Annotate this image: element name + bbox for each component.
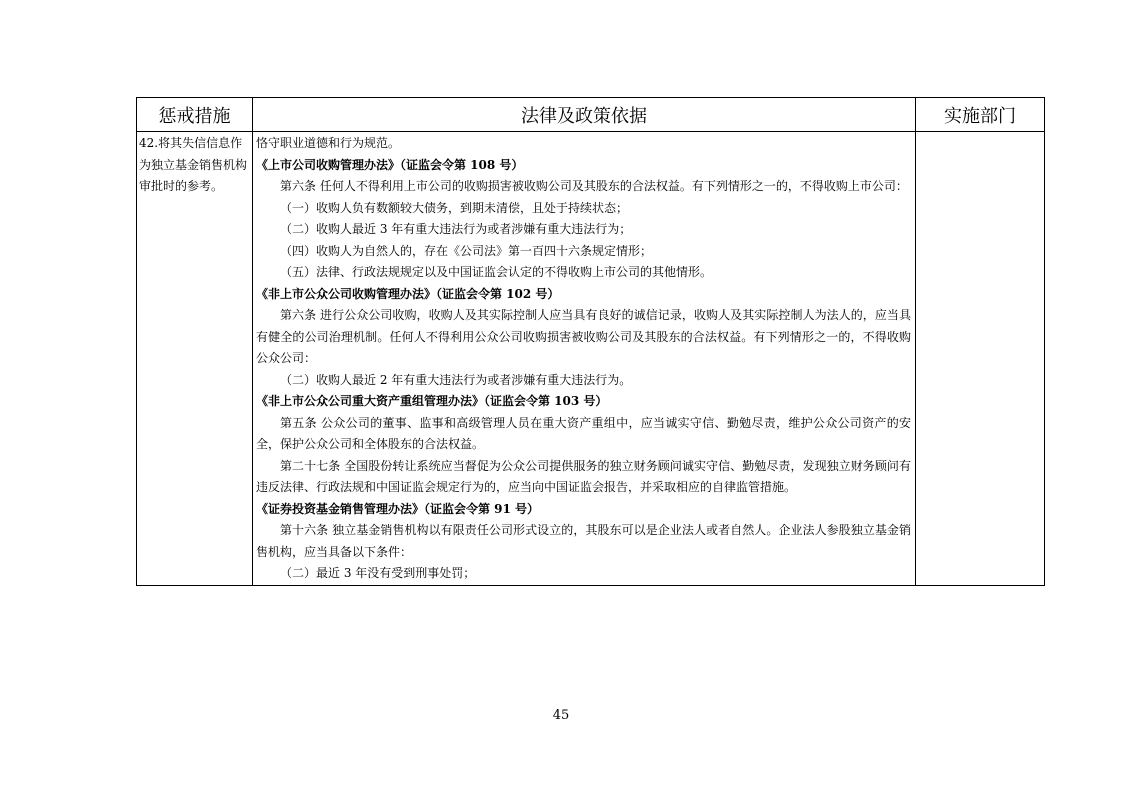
article-item: （二）最近 3 年没有受到刑事处罚； [280, 566, 476, 580]
page-number: 45 [552, 708, 570, 723]
policy-table [136, 97, 1045, 586]
basis-cell [253, 132, 916, 586]
article-item: （五）法律、行政法规规定以及中国证监会认定的不得收购上市公司的其他情形。 [280, 265, 713, 279]
article-text: 第六条 任何人不得利用上市公司的收购损害被收购公司及其股东的合法权益。有下列情形之一的，不得收购上市公司： [280, 179, 908, 193]
dept-cell [916, 132, 1045, 586]
header-basis: 法律及政策依据 [253, 98, 916, 132]
article-item: （四）收购人为自然人的，存在《公司法》第一百四十六条规定情形； [280, 243, 653, 258]
measure-cell: 42.将其失信信息作为独立基金销售机构审批时的参考。 [137, 132, 253, 586]
article-item: （二）收购人最近 3 年有重大违法行为或者涉嫌有重大违法行为； [280, 222, 632, 236]
header-dept: 实施部门 [916, 98, 1045, 132]
article-text: 第二十七条 全国股份转让系统应当督促为公众公司提供服务的独立财务顾问诚实守信、勤勉尽责，发现独立财务顾问有违反法律、行政法规和中国证监会规定行为的，应当向中国证监会报告，并采取相应的自律监管措施。 [256, 458, 911, 494]
regulation-title: 《非上市公众公司收购管理办法》（证监会令第 102 号） [256, 286, 560, 301]
article-item: （二）收购人最近 2 年有重大违法行为或者涉嫌有重大违法行为。 [280, 372, 632, 387]
article-text: 第六条 进行公众公司收购，收购人及其实际控制人应当具有良好的诚信记录，收购人及其实际控制人为法人的，应当具有健全的公司治理机制。任何人不得利用公众公司收购损害被收购公司及其股东的合法权益。有下列情形之一的，不得收购公众公司： [256, 308, 911, 365]
header-measure: 惩戒措施 [137, 98, 253, 132]
regulation-title: 《上市公司收购管理办法》（证监会令第 108 号） [256, 157, 524, 172]
article-text: 第五条 公众公司的董事、监事和高级管理人员在重大资产重组中，应当诚实守信、勤勉尽责，维护公众公司资产的安全，保护公众公司和全体股东的合法权益。 [256, 415, 911, 451]
basis-text: 恪守职业道德和行为规范。 [256, 136, 401, 150]
regulation-title: 《非上市公众公司重大资产重组管理办法》（证监会令第 103 号） [256, 394, 608, 408]
regulation-title: 《证券投资基金销售管理办法》（证监会令第 91 号） [256, 501, 540, 516]
article-item: （一）收购人负有数额较大债务，到期未清偿，且处于持续状态； [280, 200, 629, 215]
article-text: 第十六条 独立基金销售机构以有限责任公司形式设立的，其股东可以是企业法人或者自然人。企业法人参股独立基金销售机构，应当具备以下条件： [256, 523, 911, 559]
table-header-row [137, 98, 1045, 132]
table-row [137, 132, 1045, 586]
